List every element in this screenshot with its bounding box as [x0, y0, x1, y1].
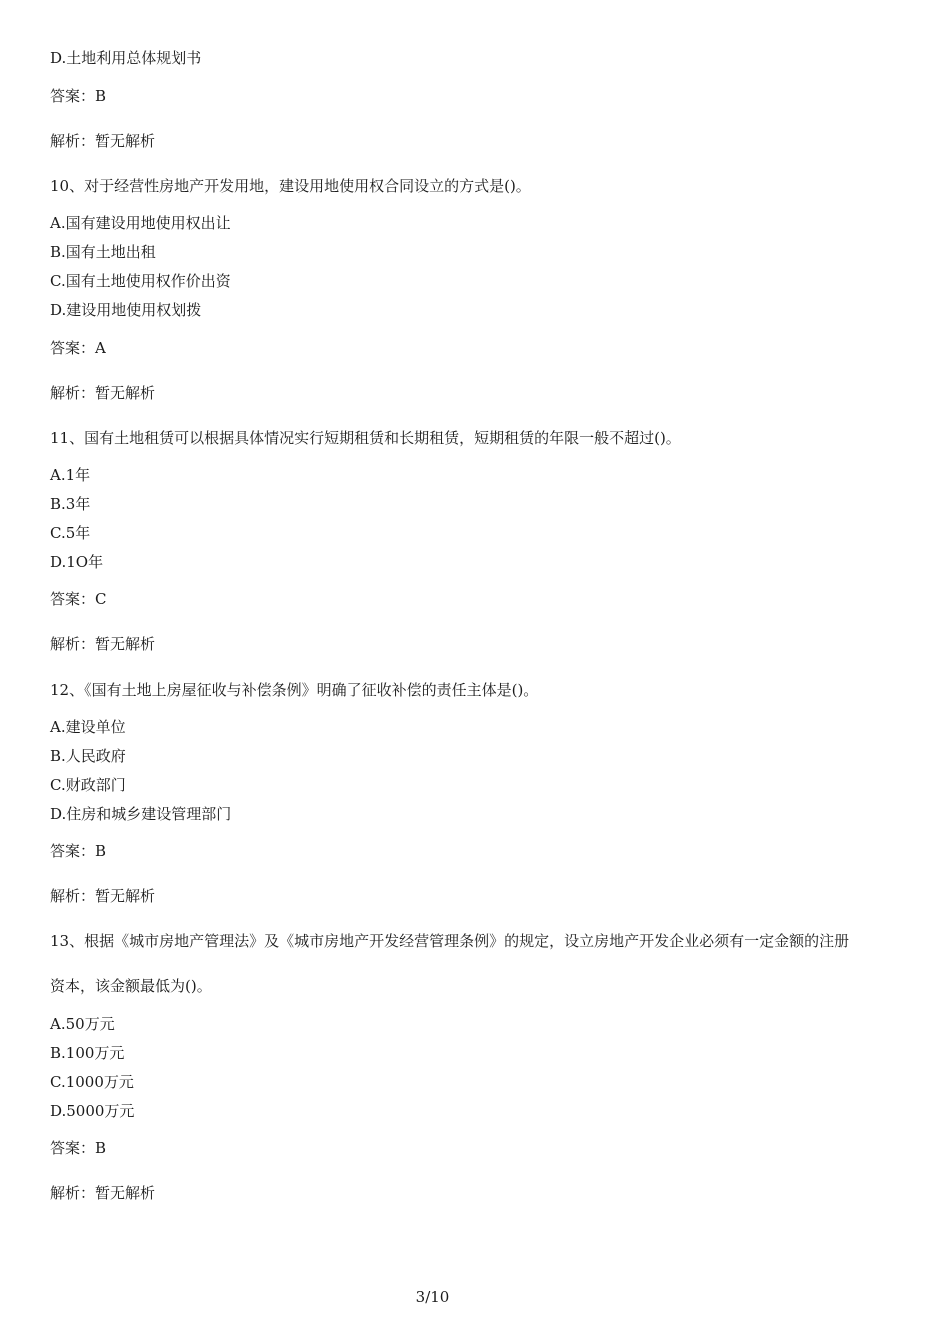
question-12-answer: 答案：B [50, 842, 107, 860]
question-11-option-a: A.1年 [50, 466, 91, 484]
question-11-option-c: C.5年 [50, 524, 91, 542]
question-13-option-c: C.1000万元 [50, 1073, 134, 1091]
question-10-analysis: 解析：暂无解析 [50, 384, 156, 402]
question-10-option-b: B.国有土地出租 [50, 243, 156, 261]
question-12-option-b: B.人民政府 [50, 747, 126, 765]
question-11-answer: 答案：C [50, 590, 107, 608]
question-12-analysis: 解析：暂无解析 [50, 887, 156, 905]
question-13-option-d: D.5000万元 [50, 1102, 135, 1120]
question-13-option-a: A.50万元 [50, 1015, 115, 1033]
option-d-prev: D.土地利用总体规划书 [50, 49, 202, 67]
question-13-answer: 答案：B [50, 1139, 107, 1157]
answer-prev: 答案：B [50, 87, 107, 105]
question-13-stem-line-2: 资本，该金额最低为()。 [50, 977, 212, 995]
question-13-option-b: B.100万元 [50, 1044, 125, 1062]
question-11-analysis: 解析：暂无解析 [50, 635, 156, 653]
question-10-answer: 答案：A [50, 339, 106, 357]
page-number: 3/10 [415, 1288, 450, 1306]
question-11-stem: 11、国有土地租赁可以根据具体情况实行短期租赁和长期租赁，短期租赁的年限一般不超过()。 [50, 429, 681, 447]
question-12-option-a: A.建设单位 [50, 718, 126, 736]
question-11-option-b: B.3年 [50, 495, 91, 513]
question-12-option-c: C.财政部门 [50, 776, 126, 794]
question-10-option-d: D.建设用地使用权划拨 [50, 301, 202, 319]
analysis-prev: 解析：暂无解析 [50, 132, 156, 150]
question-10-option-a: A.国有建设用地使用权出让 [50, 214, 231, 232]
question-10-stem: 10、对于经营性房地产开发用地，建设用地使用权合同设立的方式是()。 [50, 177, 531, 195]
question-11-option-d: D.1O年 [50, 553, 104, 571]
question-13-stem-line-1: 13、根据《城市房地产管理法》及《城市房地产开发经营管理条例》的规定，设立房地产开发企业必须有一定金额的注册 [50, 932, 850, 950]
question-12-option-d: D.住房和城乡建设管理部门 [50, 805, 232, 823]
question-13-analysis: 解析：暂无解析 [50, 1184, 156, 1202]
question-12-stem: 12、《国有土地上房屋征收与补偿条例》明确了征收补偿的责任主体是()。 [50, 681, 539, 699]
question-10-option-c: C.国有土地使用权作价出资 [50, 272, 231, 290]
